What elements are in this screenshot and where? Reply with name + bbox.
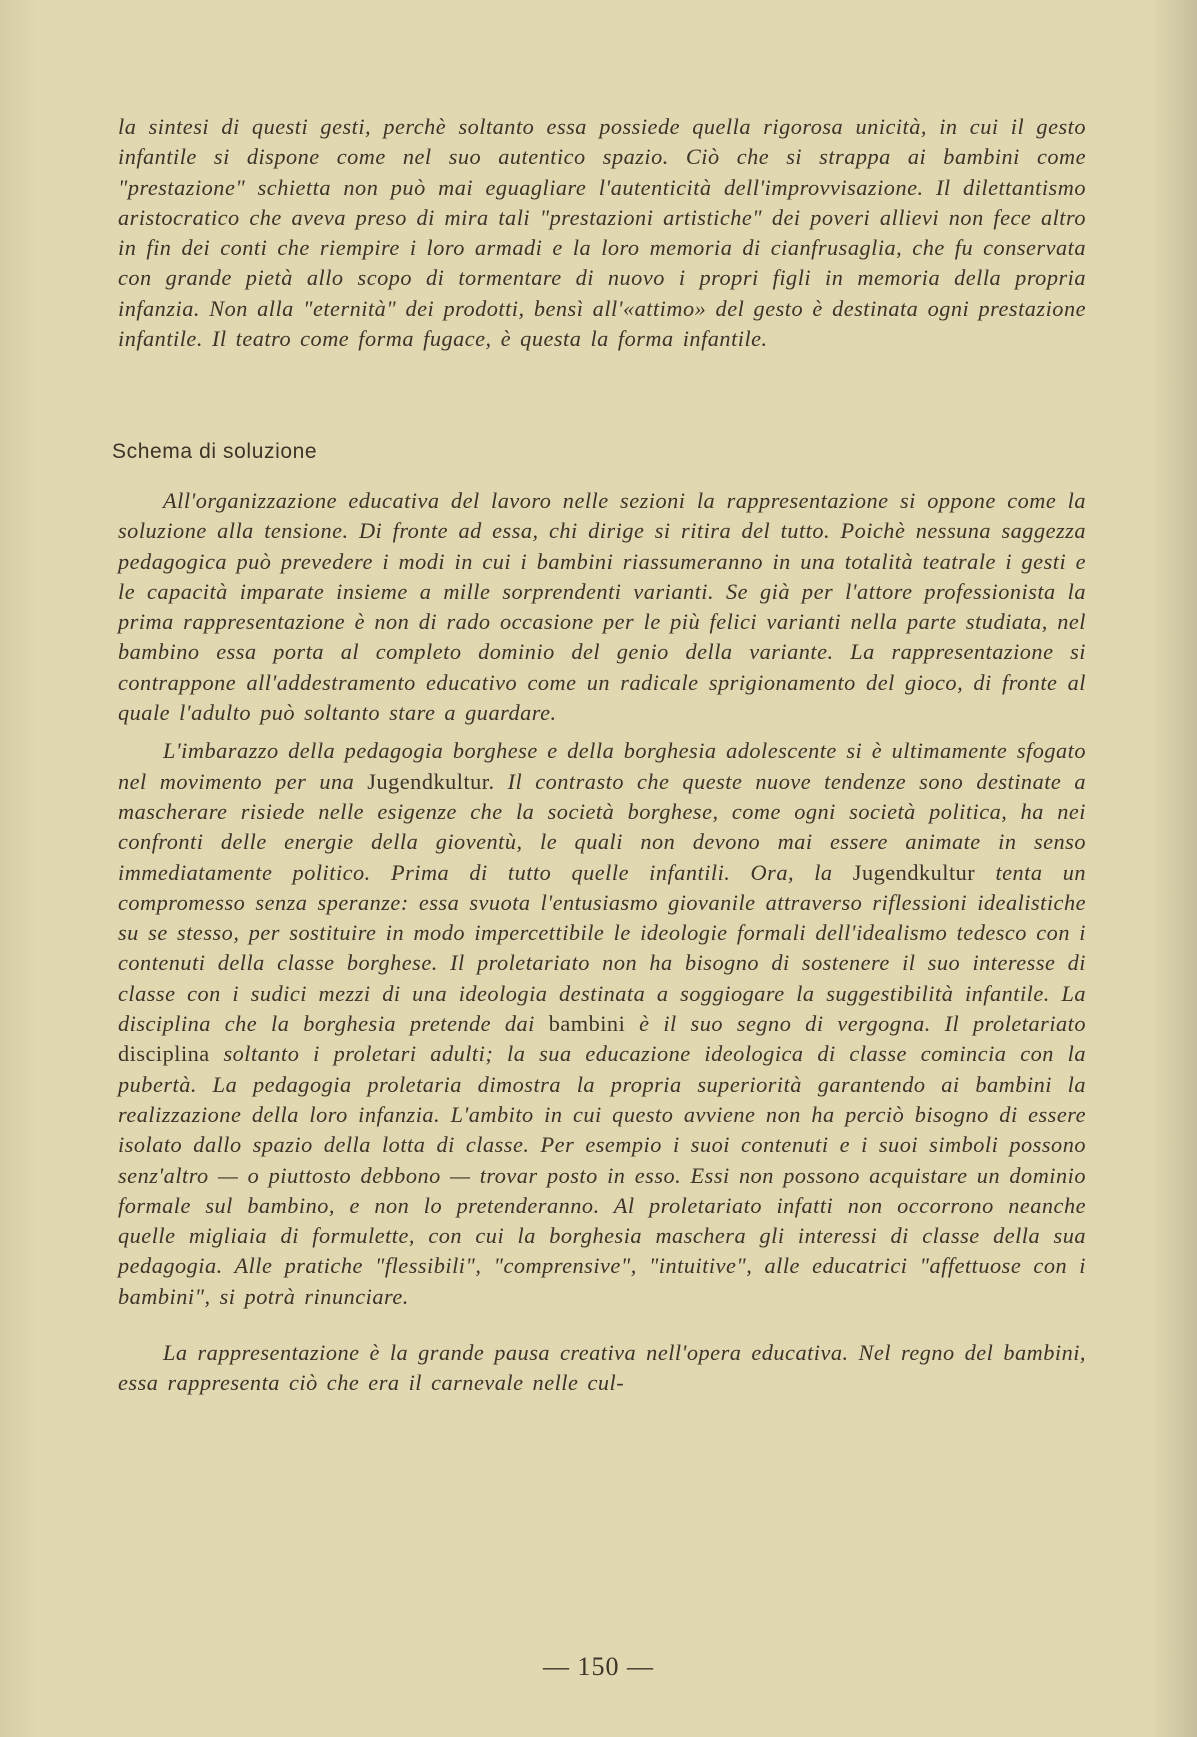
paragraph-imbarazzo — [118, 736, 1086, 1312]
p2-text-e: soltanto i proletari adulti; la sua educazione ideologica di classe comincia con la pubertà. La pedagogia proletaria dimostra la propria superiorità garantendo ai bambini la realizzazione della loro infanzia. L'ambito in cui questo avviene non ha perciò bisogno di essere isolato dallo spazio della lotta di classe. Per esempio i suoi contenuti e i suoi simboli possono senz'altro — o piuttosto debbono — trovar posto in esso. Essi non possono acquistare un dominio formale sul bambino, e non lo pretenderanno. Al proletariato infatti non occorrono neanche quelle migliaia di formulette, con cui la borghesia maschera gli interessi di classe della sua pedagogia. Alle pratiche "flessibili", "comprensive", "intuitive", alle educatrici "affettuose con i bambini", si potrà rinunciare. — [118, 1041, 1086, 1309]
page-number: — 150 — — [543, 1652, 654, 1681]
section-heading: Schema di soluzione — [112, 440, 318, 463]
intro-text-2: attimo — [634, 295, 695, 321]
intro-paragraph — [118, 112, 1086, 354]
paragraph-rappresentazione: La rappresentazione è la grande pausa creativa nell'opera educativa. Nel regno del bambini, essa rappresenta ciò che era il carnevale nelle cul- — [118, 1340, 1086, 1396]
paragraph-organizzazione: All'organizzazione educativa del lavoro nelle sezioni la rappresentazione si oppone come la soluzione alla tensione. Di fronte ad essa, chi dirige si ritira del tutto. Poichè nessuna saggezza pedagogica può prevedere i modi in cui i bambini riassumeranno in una totalità teatrale i gesti e le capacità imparate insieme a mille sorprendenti varianti. Se già per l'attore professionista la prima rappresentazione è non di rado occasione per le più felici varianti nella parte studiata, nel bambino essa porta al completo dominio del genio della variante. La rappresentazione si contrappone all'addestramento educativo come un radicale sprigionamento del gioco, di fronte al quale l'adulto può soltanto stare a guardare. — [118, 488, 1086, 726]
p2-term-disciplina: disciplina — [118, 1041, 210, 1067]
p2-term-jugendkultur-1: Jugendkultur. — [367, 768, 495, 794]
p2-text-c: tenta un compromesso senza speranze: essa svuota l'entusiasmo giovanile attraverso riflessioni idealistiche su se stesso, per sostituire in modo impercettibile le ideologie formali dell'idealismo tedesco con i contenuti della classe borghese. Il proletariato non ha bisogno di sostenere il suo interesse di classe con i sudici mezzi di una ideologia destinata a soggiogare la suggestibilità infantile. La disciplina che la borghesia pretende dai — [118, 859, 1087, 1037]
section-body — [118, 486, 1086, 1399]
p2-text-a: L'imbarazzo della pedagogia borghese e della borghesia adolescente si è ultimamente sfogato nel movimento per una — [118, 738, 1086, 794]
p2-term-jugendkultur-2: Jugendkultur — [852, 859, 976, 885]
p2-term-bambini: bambini — [548, 1011, 626, 1037]
p2-text-b: Il contrasto che queste nuove tendenze sono destinate a mascherare risiede nelle esigenze che la società borghese, come ogni società politica, ha nei confronti delle energie della gioventù, le quali non devono mai essere animate in senso immediatamente politico. Prima di tutto quelle infantili. Ora, la — [118, 768, 1086, 885]
p2-text-d: è il suo segno di vergogna. Il proletariato — [639, 1011, 1087, 1037]
intro-text-1: la sintesi di questi gesti, perchè soltanto essa possiede quella rigorosa unicità, in cui il gesto infantile si dispone come nel suo autentico spazio. Ciò che si strappa ai bambini come "prestazione" schietta non può mai eguagliare l'autenticità dell'improvvisazione. Il dilettantismo aristocratico che aveva preso di mira tali "prestazioni artistiche" dei poveri allievi non fece altro in fin dei conti che riempire i loro armadi e la loro memoria di cianfrusaglia, che fu conservata con grande pietà allo scopo di tormentare di nuovo i propri figli in memoria della propria infanzia. Non alla "eternità" dei prodotti, bensì all'« — [118, 114, 1086, 321]
intro-text-3: » del gesto è destinata ogni prestazione infantile. Il teatro come forma fugace, è questa la forma infantile. — [118, 295, 1086, 352]
